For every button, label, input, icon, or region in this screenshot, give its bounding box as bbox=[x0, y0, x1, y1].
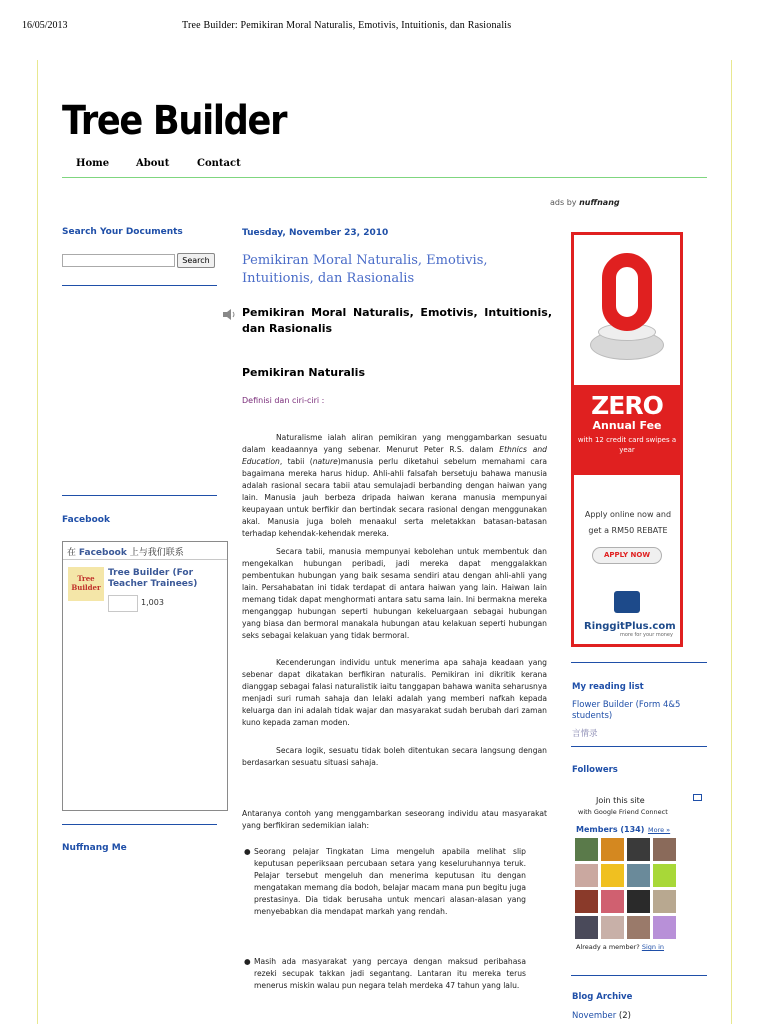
member-avatar[interactable] bbox=[627, 916, 650, 939]
friend-connect-icon[interactable] bbox=[693, 794, 702, 801]
top-nav bbox=[62, 156, 707, 178]
search-input[interactable] bbox=[62, 254, 175, 267]
ad-zero-text: ZERO bbox=[591, 391, 663, 420]
ads-by-prefix: ads by bbox=[550, 198, 577, 207]
ringgitplus-ad[interactable] bbox=[571, 232, 683, 647]
post-title[interactable]: Pemikiran Moral Naturalis, Emotivis, Intuitionis, dan Rasionalis bbox=[242, 253, 488, 286]
fb-brand: Facebook bbox=[78, 548, 127, 558]
gfc-text: with Google Friend Connect bbox=[578, 808, 668, 816]
member-avatar[interactable] bbox=[601, 916, 624, 939]
ads-by-nuffnang[interactable] bbox=[550, 198, 620, 207]
fb-page-name[interactable]: Tree Builder (For Teacher Trainees) bbox=[108, 568, 198, 589]
sidebar-divider bbox=[571, 662, 707, 663]
members-count[interactable]: Members (134) bbox=[576, 825, 645, 834]
reading-list-link[interactable]: Flower Builder (Form 4&5 students) bbox=[572, 700, 681, 721]
section-heading: Pemikiran Naturalis bbox=[242, 366, 366, 379]
paragraph-2: Secara tabii, manusia mempunyai kebolehan untuk membentuk dan mengekalkan hubungan peribadi, jadi mereka dapat menggalakkan pembentukan hubungan yang baik sesama sendiri atau dengan ahli-ahli yang lain. Persahabatan ini tidak terdapat di antara haiwan yang lain. Haiwan lain memang tidak dapat menghormati antara satu sama lain. Ini bermakna mereka menganggap hubungan seperti hubungan kekeluargaan sebagai hubungan yang biasa dan bermoral manakala hubungan atau kelakuan seperti hubungan seks sebagai kelakuan yang tidak bermoral. bbox=[242, 547, 547, 640]
fb-separator bbox=[63, 559, 227, 560]
nav-home[interactable]: Home bbox=[76, 158, 110, 169]
reading-list-heading: My reading list bbox=[572, 682, 644, 692]
member-avatar[interactable] bbox=[601, 864, 624, 887]
ad-tagline: more for your money bbox=[620, 632, 673, 638]
speaker-icon[interactable] bbox=[222, 309, 236, 320]
member-avatar[interactable] bbox=[627, 890, 650, 913]
blog-title[interactable]: Tree Builder bbox=[62, 98, 287, 144]
archive-month-link[interactable]: November bbox=[572, 1011, 617, 1021]
facebook-box-header bbox=[67, 545, 184, 558]
print-date: 16/05/2013 bbox=[22, 20, 68, 31]
ad-fee-text: Annual Fee bbox=[592, 419, 662, 432]
facebook-logo[interactable]: Tree Builder bbox=[68, 567, 104, 601]
sidebar-divider bbox=[62, 495, 217, 496]
sidebar-divider bbox=[571, 975, 707, 976]
definisi-label: Definisi dan ciri-ciri : bbox=[242, 396, 325, 405]
member-avatar[interactable] bbox=[575, 890, 598, 913]
fb-like-button[interactable] bbox=[108, 595, 138, 612]
nuffnang-heading: Nuffnang Me bbox=[62, 843, 127, 853]
fb-prefix: 在 bbox=[67, 548, 77, 558]
nav-about[interactable]: About bbox=[136, 158, 170, 169]
member-avatar[interactable] bbox=[627, 838, 650, 861]
ad-brand bbox=[584, 621, 676, 638]
sign-in-link[interactable]: Sign in bbox=[641, 943, 665, 951]
search-heading: Search Your Documents bbox=[62, 227, 183, 237]
blog-archive-heading: Blog Archive bbox=[572, 992, 633, 1002]
ad-brand-name: RinggitPlus.com bbox=[584, 621, 676, 632]
more-members-link[interactable]: More » bbox=[648, 826, 671, 834]
facebook-heading: Facebook bbox=[62, 515, 110, 525]
member-avatar[interactable] bbox=[575, 838, 598, 861]
archive-count: (2) bbox=[618, 1011, 631, 1021]
list-item: ● Seorang pelajar Tingkatan Lima mengeluh apabila melihat slip keputusan peperiksaan percubaan setara yang keseluruhannya teruk. Pelajar tersebut mengeluh dan menerima keputusan itu dengan mengatakan memang dia bodoh, belajar macam mana pun begitu juga prestasinya. Dia tidak berusaha untuk mencari alasan-alasan yang menyebabkan dia mendapat markah yang rendah. bbox=[244, 847, 526, 916]
ad-small-text: with 12 credit card swipes a year bbox=[577, 436, 677, 454]
ad-apply-text: Apply online now and get a RM50 REBATE bbox=[584, 510, 672, 535]
ad-red-panel bbox=[574, 385, 680, 475]
facebook-like-box bbox=[62, 541, 228, 811]
list-item: ● Masih ada masyarakat yang percaya dengan maksud peribahasa rezeki secupak takkan jadi segantang. Lantaran itu mereka terus menerus miskin walau pun negara telah merdeka 47 tahun yang lalu. bbox=[244, 957, 526, 990]
post-subtitle: Pemikiran Moral Naturalis, Emotivis, Intuitionis, dan Rasionalis bbox=[242, 306, 552, 335]
wallet-icon bbox=[614, 591, 640, 613]
paragraph-3: Kecenderungan individu untuk menerima apa sahaja keadaan yang sebenar dapat dikatakan berfikiran naturalis. Pemikiran ini dikritik kerana dianggap sebagai falasi naturalistik iaitu tanggapan bahawa wanita seharusnya menjadi suri rumah sahaja dan lelaki adalah yang memberi nafkah kepada keluarga dan ini adalah tidak wajar dan masyarakat sudah berubah dari zaman kuno kepada zaman moden. bbox=[242, 658, 547, 727]
paragraph-4: Secara logik, sesuatu tidak boleh ditentukan secara langsung dengan berdasarkan sesuatu situasi sahaja. bbox=[242, 746, 547, 767]
member-avatar[interactable] bbox=[627, 864, 650, 887]
nav-contact[interactable]: Contact bbox=[197, 158, 241, 169]
followers-widget bbox=[572, 790, 708, 960]
print-header bbox=[0, 0, 768, 40]
member-avatar[interactable] bbox=[601, 890, 624, 913]
archive-month[interactable] bbox=[572, 1011, 702, 1022]
sidebar-divider bbox=[571, 746, 707, 747]
member-avatar[interactable] bbox=[653, 916, 676, 939]
already-member bbox=[576, 943, 664, 951]
ad-zero-glyph bbox=[602, 253, 652, 331]
member-avatar[interactable] bbox=[653, 890, 676, 913]
sidebar-divider bbox=[62, 285, 217, 286]
fb-suffix: 上与我们联系 bbox=[129, 548, 184, 558]
member-avatar[interactable] bbox=[653, 864, 676, 887]
ads-by-brand: nuffnang bbox=[579, 198, 620, 207]
paragraph-1: Naturalisme ialah aliran pemikiran yang menggambarkan sesuatu dalam keadaannya yang sebenar. Menurut Peter R.S. dalam Ethnics and Education, tabii (nature)manusia perlu diketahui sebelum memahami cara bagaimana mereka harus hidup. Ahli-ahli falsafah bersetuju bahawa manusia adalah rasional secara tabii atau semulajadi berbanding dengan haiwan yang lain. Manusia jauh berbeza dripada haiwan kerana manusia mempunyai keupayaan untuk berfikir dan bertindak secara rasional dengan menggunakan akal. Manusia juga boleh menaakul serta meletakkan batasan-batasan terhadap kehendak-kehendak mereka. bbox=[242, 433, 547, 538]
search-button[interactable]: Search bbox=[177, 253, 215, 268]
followers-heading: Followers bbox=[572, 765, 618, 775]
sidebar-divider bbox=[62, 824, 217, 825]
already-text: Already a member? bbox=[576, 943, 640, 951]
member-avatar[interactable] bbox=[653, 838, 676, 861]
print-title: Tree Builder: Pemikiran Moral Naturalis, Emotivis, Intuitionis, dan Rasionalis bbox=[182, 20, 512, 31]
post-date: Tuesday, November 23, 2010 bbox=[242, 228, 389, 238]
reading-list-more[interactable]: 言情录 bbox=[572, 729, 598, 739]
ad-image-top bbox=[574, 235, 680, 385]
join-site[interactable]: Join this site bbox=[596, 796, 645, 805]
paragraph-5: Antaranya contoh yang menggambarkan seseorang individu atau masyarakat yang berfikiran sedemikian ialah: bbox=[242, 809, 547, 830]
fb-like-count: 1,003 bbox=[141, 598, 164, 607]
member-avatar[interactable] bbox=[601, 838, 624, 861]
ad-apply-button[interactable]: APPLY NOW bbox=[592, 547, 662, 564]
member-avatar[interactable] bbox=[575, 916, 598, 939]
member-avatar[interactable] bbox=[575, 864, 598, 887]
